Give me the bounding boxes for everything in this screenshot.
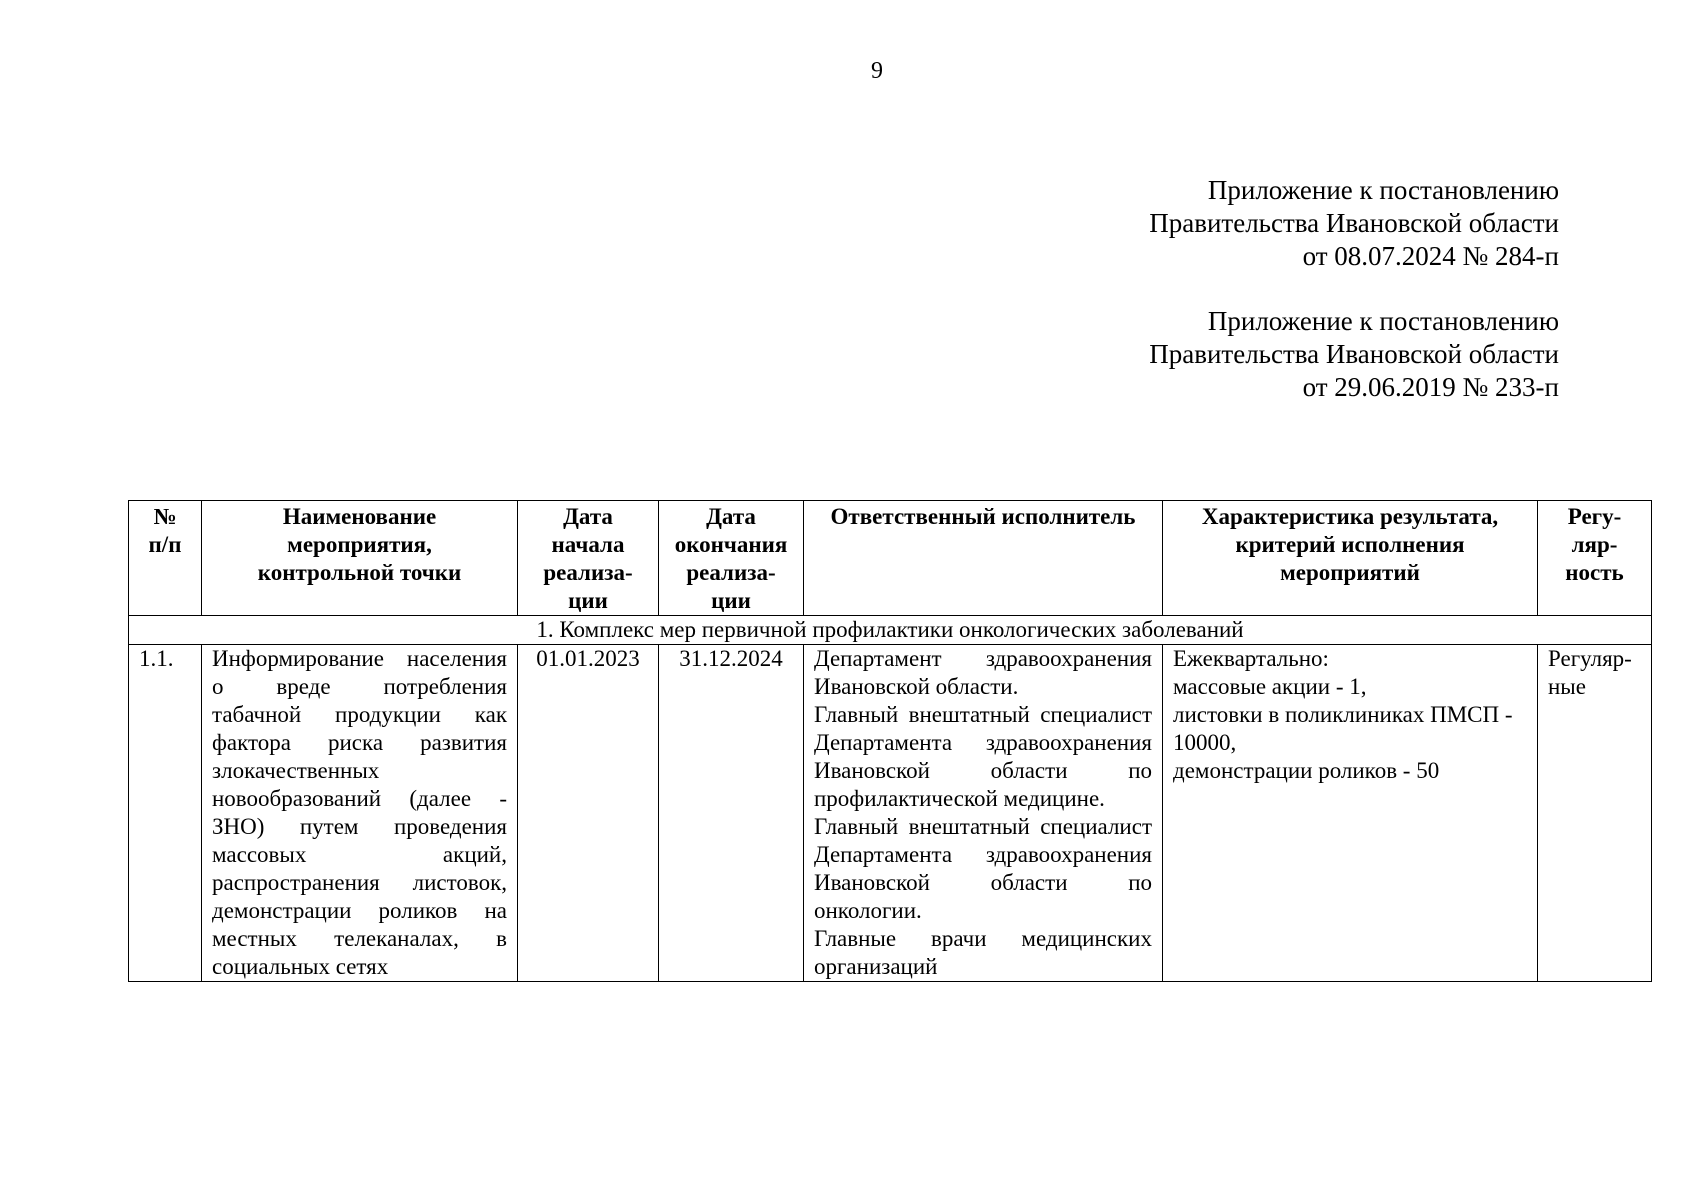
executor-item: Главные врачи медицинских организаций <box>814 926 1152 979</box>
row-executor <box>804 645 1163 982</box>
executor-item: Главный внештатный специалист Департамента здравоохранения Ивановской области по профилактической медицине. <box>814 702 1152 811</box>
header-regularity: Регу- ляр- ность <box>1538 501 1652 616</box>
appendix-line: Правительства Ивановской области <box>1149 339 1559 369</box>
header-start-date: Дата начала реализа- ции <box>518 501 659 616</box>
row-regularity: Регуляр- ные <box>1538 645 1652 982</box>
header-end-date: Дата окончания реализа- ции <box>659 501 804 616</box>
header-result: Характеристика результата, критерий исполнения мероприятий <box>1163 501 1538 616</box>
result-item: демонстрации роликов - 50 <box>1173 758 1440 783</box>
row-start-date: 01.01.2023 <box>518 645 659 982</box>
page-number: 9 <box>871 58 883 84</box>
row-end-date: 31.12.2024 <box>659 645 804 982</box>
appendix-line: Правительства Ивановской области <box>1149 208 1559 238</box>
appendix-line: Приложение к постановлению <box>1207 175 1559 205</box>
appendix-header-original <box>1149 305 1559 404</box>
table-header-row <box>129 501 1652 616</box>
executor-item: Департамент здравоохранения Ивановской области. <box>814 646 1152 699</box>
appendix-header-current <box>1149 174 1559 273</box>
row-number: 1.1. <box>129 645 202 982</box>
row-measure-name: Информирование населения о вреде потребления табачной продукции как фактора риска развития злокачественных новообразований (далее - ЗНО) путем проведения массовых акций, распространения листовок, демонстрации роликов на местных телеканалах, в социальных сетях <box>202 645 518 982</box>
section-row <box>129 616 1652 645</box>
header-name: Наименование мероприятия, контрольной точки <box>202 501 518 616</box>
row-result <box>1163 645 1538 982</box>
result-item: массовые акции - 1, <box>1173 674 1367 699</box>
appendix-line: от 29.06.2019 № 233-п <box>1302 372 1559 402</box>
header-num: № п/п <box>129 501 202 616</box>
section-title: 1. Комплекс мер первичной профилактики онкологических заболеваний <box>129 616 1652 645</box>
result-item: Ежеквартально: <box>1173 646 1329 671</box>
header-executor: Ответственный исполнитель <box>804 501 1163 616</box>
executor-item: Главный внештатный специалист Департамента здравоохранения Ивановской области по онкологии. <box>814 814 1152 923</box>
table-row <box>129 645 1652 982</box>
appendix-line: от 08.07.2024 № 284-п <box>1302 241 1559 271</box>
result-item: листовки в поликлиниках ПМСП - 10000, <box>1173 702 1513 755</box>
measures-table <box>128 500 1652 982</box>
appendix-line: Приложение к постановлению <box>1207 306 1559 336</box>
